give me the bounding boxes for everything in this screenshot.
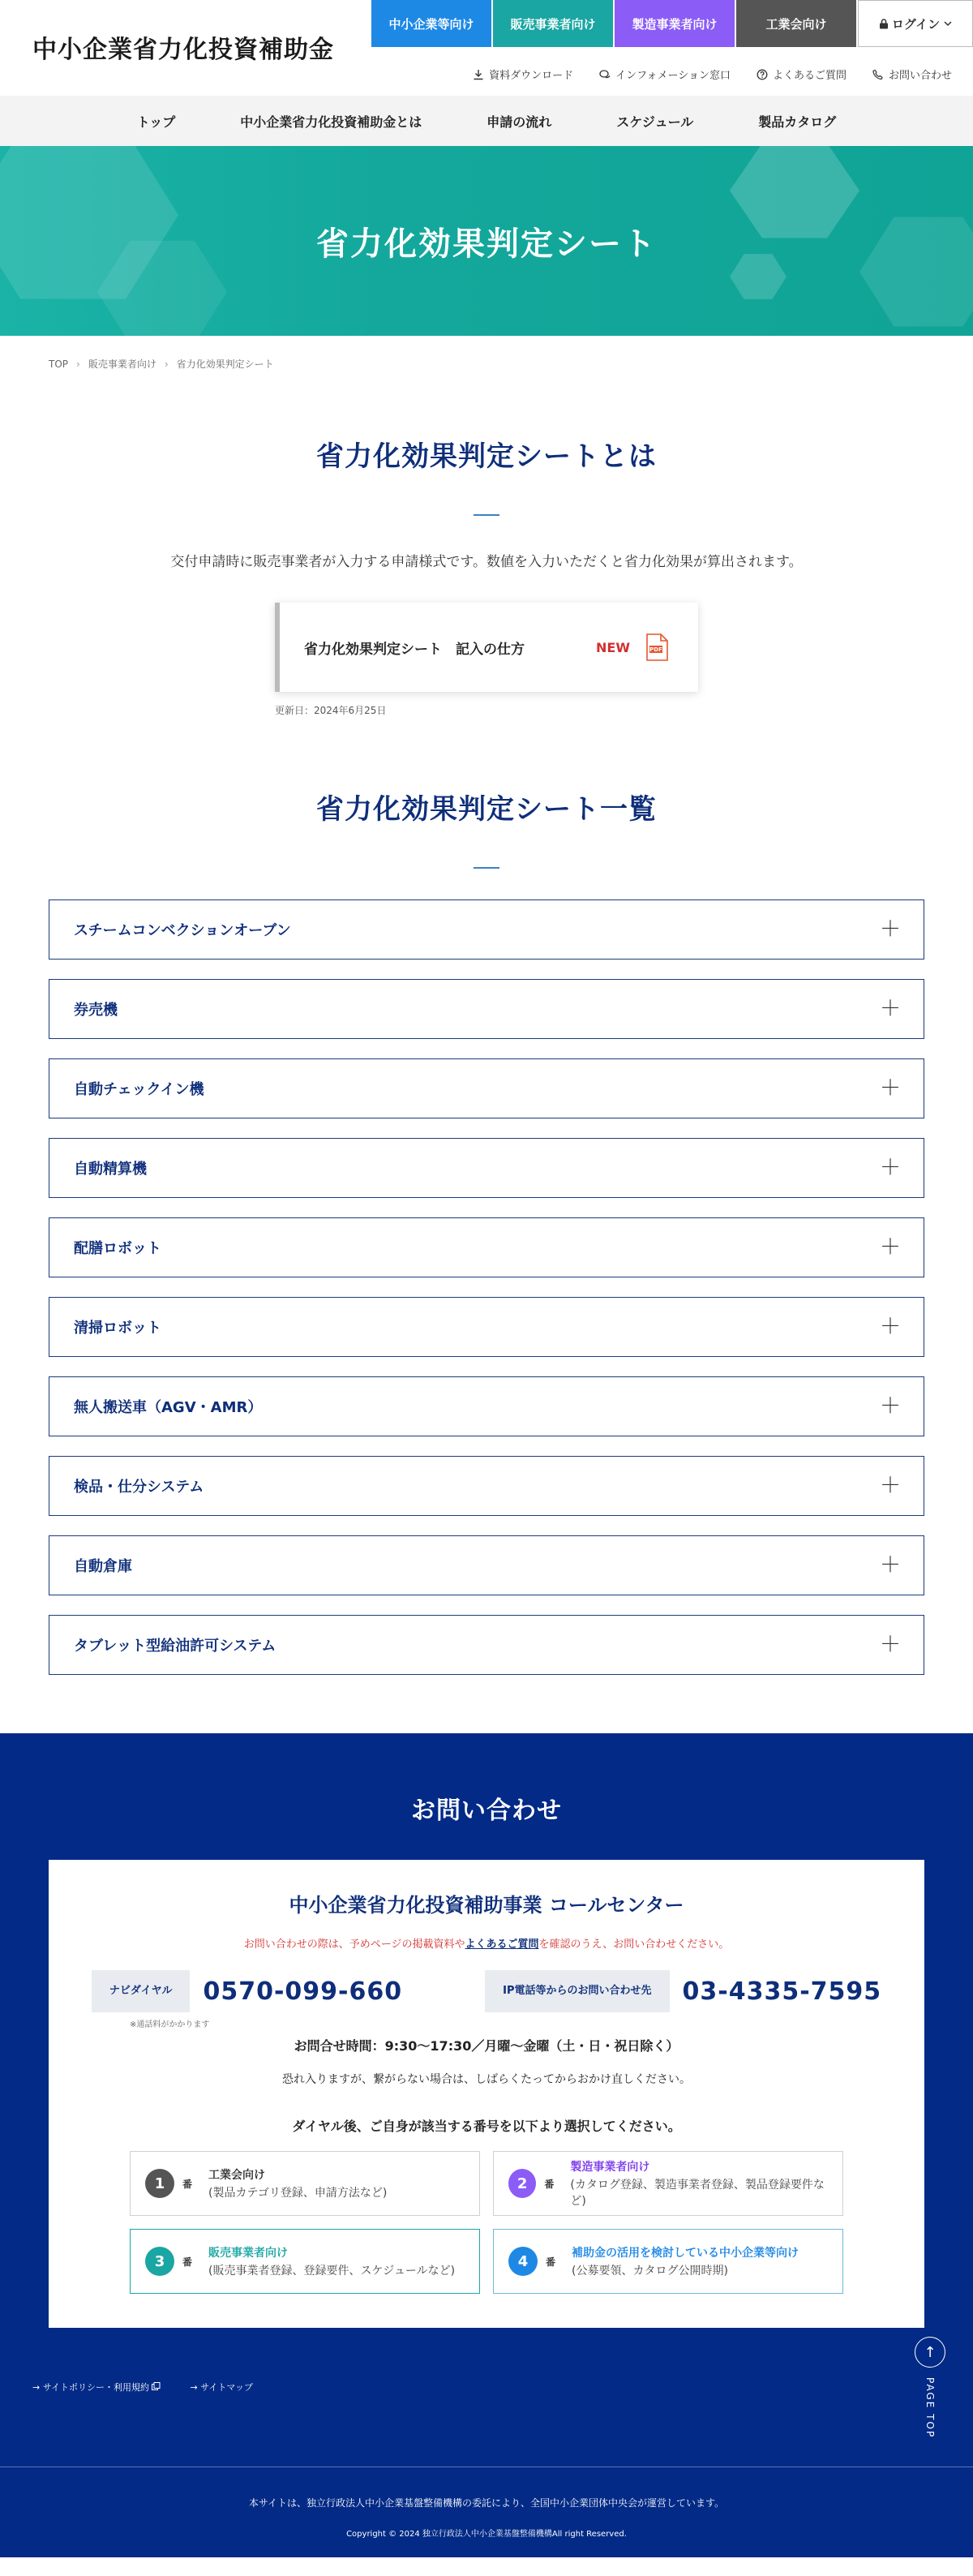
utility-links (473, 67, 952, 82)
option-desc: (製品カテゴリ登録、申請方法など) (208, 2187, 388, 2200)
nav-item-catalog[interactable]: 製品カタログ (758, 114, 837, 130)
option-desc: (カタログ登録、製造事業者登録、製品登録要件など) (570, 2179, 825, 2208)
call-center-box (49, 1860, 924, 2328)
hero-hexagon (730, 146, 859, 243)
accordion-item[interactable] (49, 1456, 924, 1516)
login-button[interactable] (858, 0, 973, 47)
contact-title: お問い合わせ (411, 1797, 562, 1825)
accordion-label: 自動精算機 (74, 1161, 147, 1178)
option-text (208, 2244, 455, 2278)
phone-icon (872, 69, 884, 80)
plus-icon: ＋ (879, 1394, 901, 1419)
footer-link-label: サイトポリシー・利用規約 (42, 2382, 149, 2393)
plus-icon: ＋ (879, 1553, 901, 1578)
main-nav (0, 96, 973, 146)
accordion-label: タブレット型給油許可システム (74, 1638, 276, 1655)
new-badge: NEW (596, 639, 630, 655)
dial-option-3[interactable] (130, 2229, 480, 2294)
accordion-label: 券売機 (74, 1002, 118, 1019)
about-intro: 交付申請時に販売事業者が入力する申請様式です。数値を入力いただくと省力化効果が算出されます。 (170, 554, 803, 570)
footer-link-policy[interactable]: → サイトポリシー・利用規約 (32, 2381, 161, 2394)
segment-tab-manufacturer[interactable]: 製造事業者向け (613, 0, 735, 47)
footer-link-sitemap[interactable]: → サイトマップ (190, 2382, 253, 2393)
faq-label: よくあるご質問 (772, 70, 847, 82)
footer-operator-note: 本サイトは、独立行政法人中小企業基盤整備機構の委託により、全国中小企業団体中央会が運営しています。 (248, 2497, 725, 2509)
dial-option-2[interactable] (493, 2151, 843, 2216)
footer-link-label: サイトマップ (200, 2382, 253, 2393)
plus-icon: ＋ (879, 1235, 901, 1260)
nav-item-about[interactable]: 中小企業省力化投資補助金とは (240, 114, 422, 130)
doc-card-wrap (0, 603, 973, 717)
about-title: 省力化効果判定シートとは (316, 440, 657, 473)
breadcrumb-separator: › (164, 358, 169, 370)
nav-item-flow[interactable]: 申請の流れ (486, 114, 552, 130)
nav-item-top[interactable]: トップ (136, 114, 176, 130)
accordion-item[interactable] (49, 1376, 924, 1436)
navi-dial-number[interactable]: 0570-099-660 (203, 1977, 403, 2006)
download-label: 資料ダウンロード (489, 70, 574, 82)
option-text (570, 2158, 828, 2209)
accordion-label: 清掃ロボット (74, 1320, 161, 1337)
busy-note: 恐れ入りますが、繋がらない場合は、しばらくたってからおかけ直しください。 (282, 2073, 691, 2086)
hero-title: 省力化効果判定シート (316, 225, 657, 263)
doc-card-right (596, 633, 669, 661)
accordion-item[interactable] (49, 1615, 924, 1675)
chat-icon (599, 69, 611, 80)
accordion-item[interactable] (49, 1138, 924, 1198)
breadcrumb-top[interactable]: TOP (49, 358, 69, 370)
plus-icon: ＋ (879, 1315, 901, 1339)
download-icon (473, 69, 484, 80)
updated-date: 更新日：2024年6月25日 (275, 705, 387, 716)
faq-inline-link[interactable]: よくあるご質問 (465, 1938, 539, 1951)
option-title: 製造事業者向け (570, 2161, 650, 2174)
accordion-item[interactable] (49, 899, 924, 960)
breadcrumb-vendor[interactable]: 販売事業者向け (88, 358, 156, 370)
segment-tab-sme[interactable]: 中小企業等向け (370, 0, 491, 47)
site-header (0, 0, 973, 96)
contact-note (49, 1935, 924, 1951)
plus-icon: ＋ (879, 1633, 901, 1657)
navi-dial-tag: ナビダイヤル (92, 1970, 191, 2012)
option-number-badge: 2 (508, 2169, 536, 2198)
option-ban: 番 (182, 2178, 193, 2190)
login-label: ログイン (891, 16, 941, 32)
option-ban: 番 (546, 2256, 556, 2268)
plus-icon: ＋ (879, 1474, 901, 1498)
plus-icon: ＋ (879, 1156, 901, 1180)
option-number-badge: 4 (508, 2247, 538, 2276)
footer-links (32, 2381, 253, 2394)
option-number-badge: 3 (145, 2247, 174, 2276)
nav-item-schedule[interactable]: スケジュール (616, 114, 694, 130)
breadcrumb (0, 336, 973, 371)
option-text (208, 2166, 387, 2200)
contact-link[interactable] (872, 67, 952, 82)
page-top-label: PAGE TOP (924, 2377, 936, 2439)
footer-copyright: Copyright © 2024 独立行政法人中小企業基盤整備機構All right Reserved. (346, 2530, 627, 2539)
breadcrumb-current: 省力化効果判定シート (176, 358, 274, 370)
pdf-icon (645, 633, 669, 661)
accordion-item[interactable] (49, 1535, 924, 1595)
phone-numbers (49, 1970, 924, 2012)
option-title: 販売事業者向け (208, 2247, 289, 2260)
title-underline (474, 867, 499, 869)
option-ban: 番 (182, 2256, 193, 2268)
lock-icon (879, 19, 889, 29)
option-text (572, 2244, 799, 2278)
accordion-list (49, 899, 924, 1675)
accordion-item[interactable] (49, 979, 924, 1039)
option-desc: (販売事業者登録、登録要件、スケジュールなど) (208, 2265, 456, 2278)
ip-dial (485, 1970, 881, 2012)
option-number-badge: 1 (145, 2169, 174, 2198)
list-title: 省力化効果判定シート一覧 (316, 793, 657, 826)
external-link-icon (152, 2382, 161, 2390)
call-fee-note: ※通話料がかかります (130, 2020, 210, 2029)
info-desk-label: インフォメーション窓口 (615, 70, 731, 82)
option-ban: 番 (544, 2178, 555, 2190)
option-title: 補助金の活用を検討している中小企業等向け (572, 2247, 799, 2260)
doc-card[interactable] (275, 603, 698, 692)
select-instruction: ダイヤル後、ご自身が該当する番号を以下より選択してください。 (292, 2119, 681, 2134)
navi-dial (92, 1970, 402, 2012)
ip-dial-number[interactable]: 03-4335-7595 (682, 1977, 882, 2006)
option-title: 工業会向け (208, 2169, 266, 2182)
accordion-label: スチームコンベクションオーブン (74, 922, 291, 939)
option-desc: (公募要領、カタログ公開時期) (572, 2265, 728, 2278)
call-center-title: 中小企業省力化投資補助事業 コールセンター (289, 1894, 684, 1917)
site-logo[interactable]: 中小企業省力化投資補助金 (32, 36, 334, 64)
segment-tabs (370, 0, 973, 47)
ip-tag-line: お問い合わせ先 (577, 1984, 652, 1997)
dial-option-1[interactable] (130, 2151, 480, 2216)
contact-hours: お問合せ時間：9:30〜17:30／月曜〜金曜（土・日・祝日除く） (294, 2038, 679, 2054)
dial-option-4[interactable] (493, 2229, 843, 2294)
arrow-up-icon: ↑ (915, 2337, 945, 2368)
dial-options (130, 2151, 843, 2294)
page-top-button[interactable] (915, 2337, 945, 2438)
note-text: お問い合わせの際は、予めページの掲載資料や (243, 1938, 465, 1951)
download-link[interactable] (473, 67, 573, 82)
info-desk-link[interactable] (599, 67, 731, 82)
question-icon (757, 69, 768, 80)
plus-icon: ＋ (879, 917, 901, 942)
list-section (0, 717, 973, 1675)
ip-tag-line: IP電話等からの (503, 1984, 578, 1997)
accordion-label: 自動倉庫 (74, 1558, 132, 1575)
segment-tab-vendor[interactable]: 販売事業者向け (491, 0, 613, 47)
hero-hexagon (859, 211, 973, 333)
plus-icon: ＋ (879, 1076, 901, 1101)
accordion-label: 無人搬送車（AGV・AMR） (74, 1399, 263, 1416)
note-text: を確認のうえ、お問い合わせください。 (538, 1938, 730, 1951)
segment-tab-association[interactable]: 工業会向け (735, 0, 856, 47)
contact-section (0, 1733, 973, 2557)
hero-hexagon (730, 251, 787, 302)
faq-link[interactable] (757, 67, 847, 82)
about-section (0, 371, 973, 717)
svg-text:PDF: PDF (649, 646, 662, 653)
plus-icon: ＋ (879, 997, 901, 1021)
accordion-label: 配膳ロボット (74, 1240, 161, 1257)
contact-label: お問い合わせ (888, 70, 952, 82)
accordion-label: 検品・仕分システム (74, 1479, 204, 1496)
accordion-label: 自動チェックイン機 (74, 1081, 204, 1098)
hero-banner (0, 146, 973, 336)
chevron-down-icon (944, 20, 952, 27)
breadcrumb-separator: › (76, 358, 80, 370)
accordion-item[interactable] (49, 1058, 924, 1118)
accordion-item[interactable] (49, 1297, 924, 1357)
accordion-item[interactable] (49, 1217, 924, 1277)
ip-dial-tag (485, 1970, 669, 2012)
doc-card-label: 省力化効果判定シート 記入の仕方 (304, 641, 525, 658)
title-underline (474, 514, 499, 516)
